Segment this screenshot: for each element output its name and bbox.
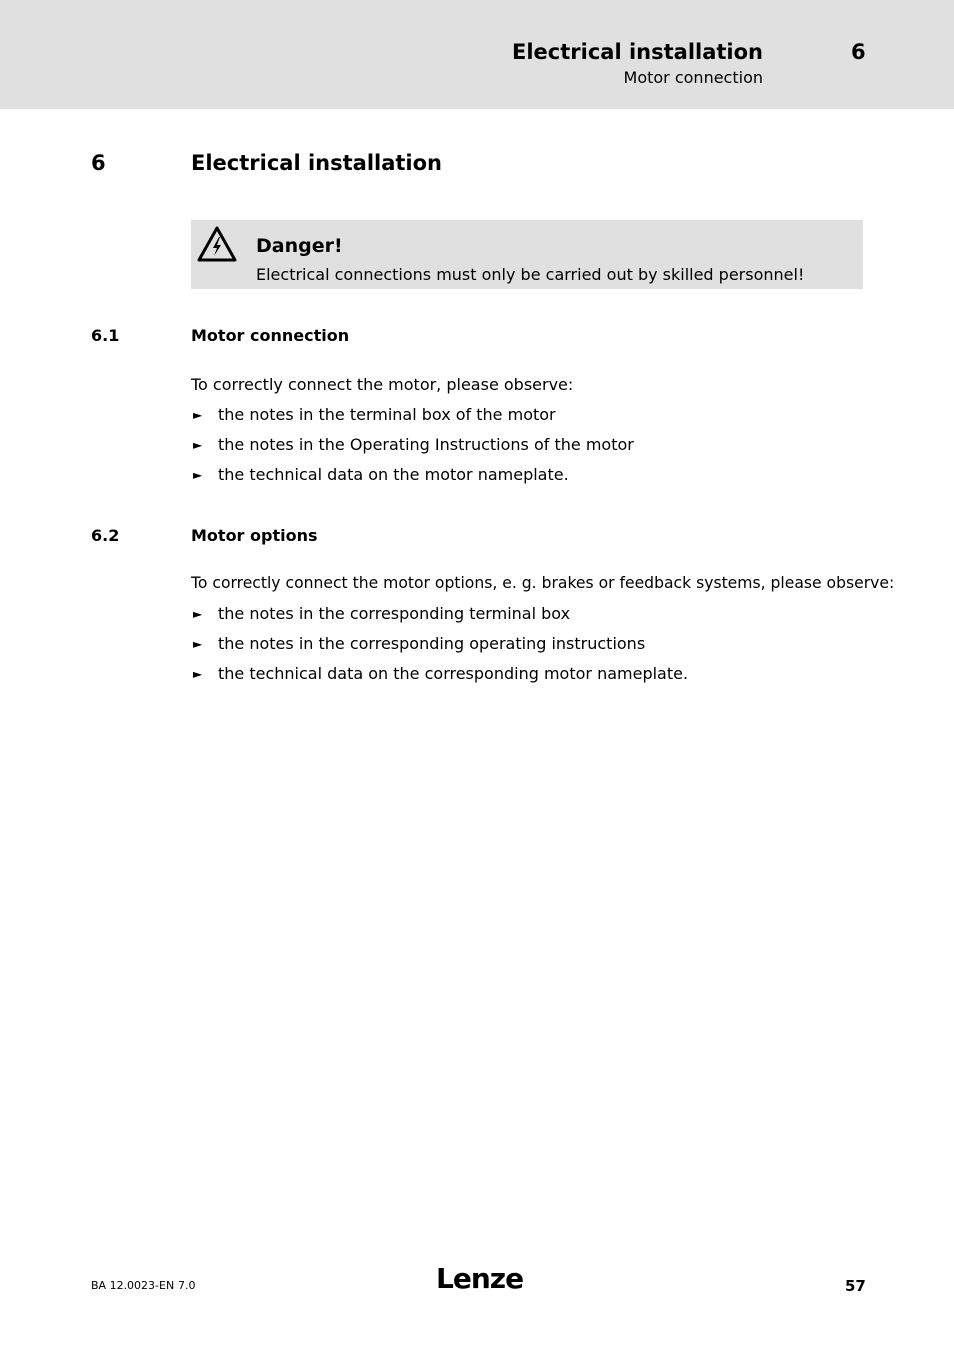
chapter-number: 6 — [91, 151, 106, 175]
page-header — [0, 0, 954, 109]
list-item-text: the notes in the terminal box of the motor — [218, 405, 556, 424]
list-item-text: the technical data on the corresponding motor nameplate. — [218, 664, 689, 683]
lenze-logo: Lenze — [436, 1262, 524, 1295]
danger-title: Danger! — [256, 235, 343, 257]
bullet-triangle-icon: ► — [193, 607, 203, 621]
bullet-triangle-icon: ► — [193, 438, 203, 452]
section-number: 6.2 — [91, 526, 120, 545]
high-voltage-warning-icon — [196, 225, 238, 263]
header-title: Electrical installation — [512, 40, 763, 64]
section-title: Motor connection — [191, 326, 350, 345]
section-number: 6.1 — [91, 326, 120, 345]
header-subtitle: Motor connection — [623, 68, 763, 87]
bullet-triangle-icon: ► — [193, 408, 203, 422]
bullet-triangle-icon: ► — [193, 468, 203, 482]
bullet-triangle-icon: ► — [193, 667, 203, 681]
list-item-text: the notes in the corresponding terminal box — [218, 604, 571, 623]
footer-version: 7.0 — [178, 1279, 196, 1292]
footer-document-id: BA 12.0023-EN — [91, 1279, 175, 1292]
list-item-text: the technical data on the motor nameplate. — [218, 465, 569, 484]
bullet-triangle-icon: ► — [193, 637, 203, 651]
header-chapter-number: 6 — [851, 40, 866, 64]
list-item-text: the notes in the Operating Instructions of the motor — [218, 435, 634, 454]
chapter-title: Electrical installation — [191, 151, 442, 175]
section-title: Motor options — [191, 526, 318, 545]
section-intro: To correctly connect the motor options, e. g. brakes or feedback systems, please observe: — [191, 574, 895, 592]
section-intro: To correctly connect the motor, please observe: — [191, 375, 574, 394]
page-number: 57 — [845, 1277, 866, 1295]
list-item-text: the notes in the corresponding operating instructions — [218, 634, 646, 653]
danger-notice — [191, 220, 863, 289]
danger-text: Electrical connections must only be carried out by skilled personnel! — [256, 265, 805, 284]
